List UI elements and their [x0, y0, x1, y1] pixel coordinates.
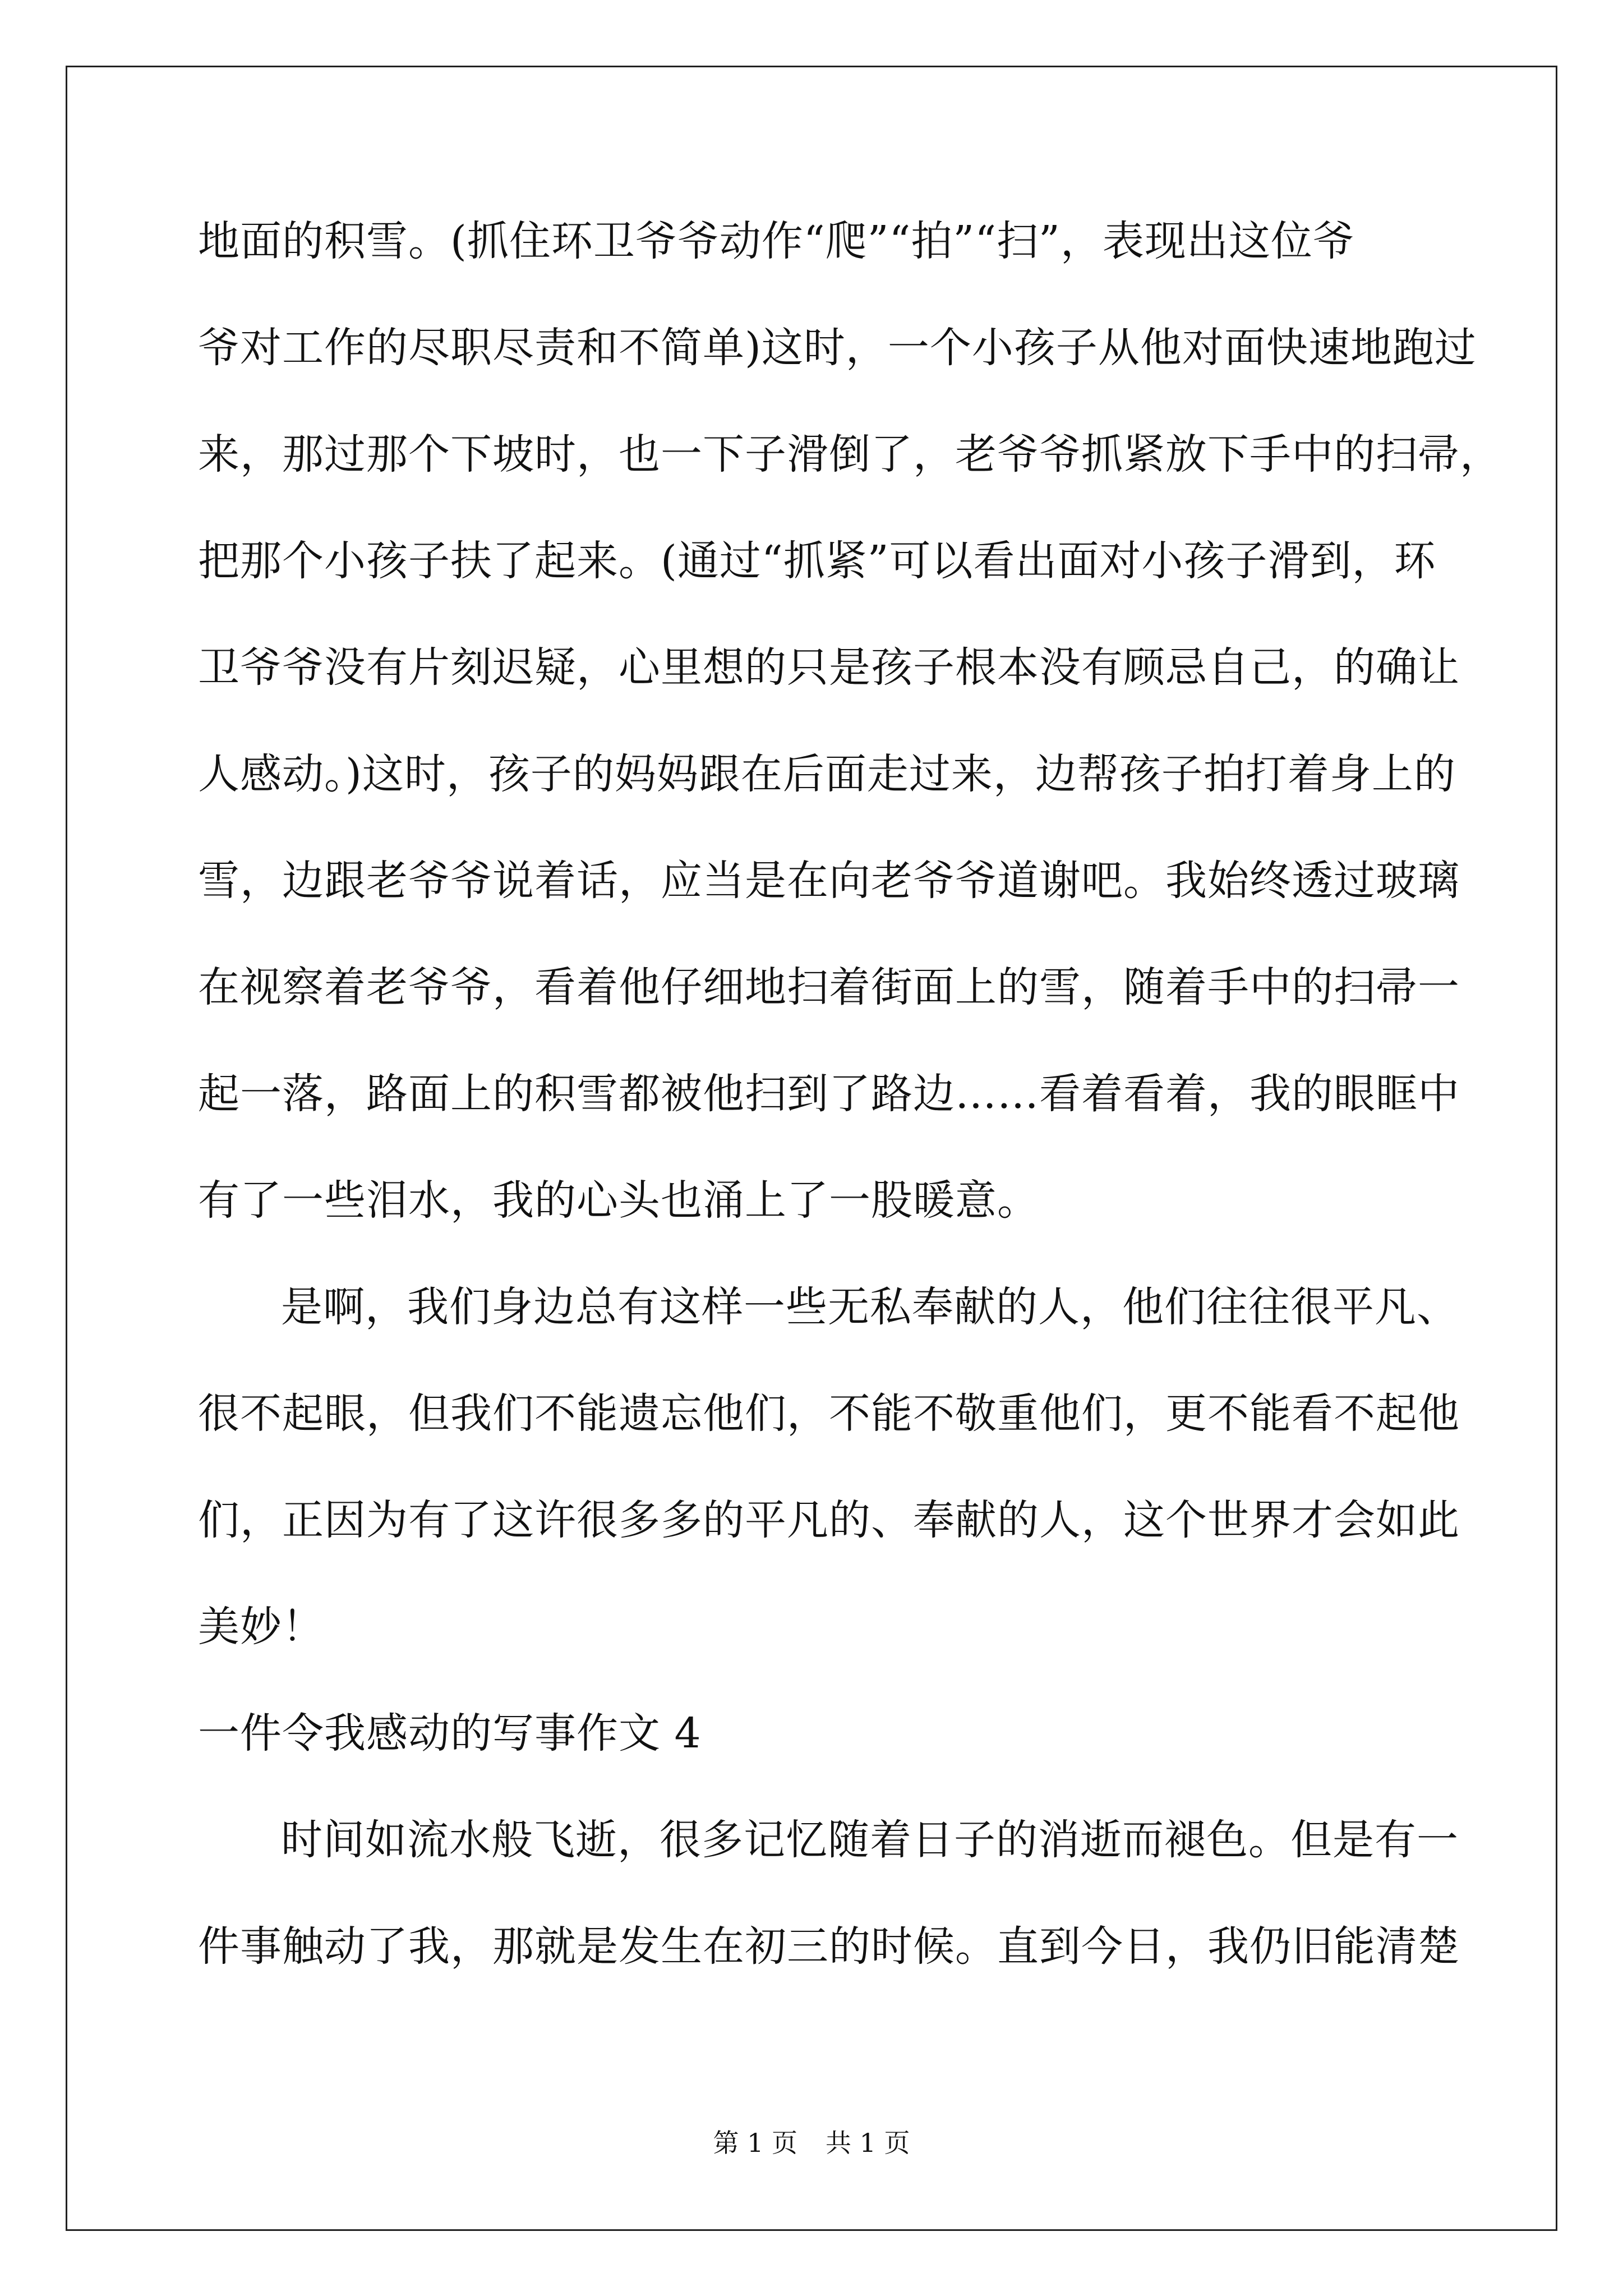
- text-line: 卫爷爷没有片刻迟疑，心里想的只是孩子根本没有顾忌自己，的确让: [198, 643, 1460, 692]
- paragraph-start-line: 是啊，我们身边总有这样一些无私奉献的人，他们往往很平凡、: [281, 1283, 1459, 1331]
- text-line: 在视察着老爷爷，看着他仔细地扫着街面上的雪，随着手中的扫帚一: [198, 963, 1460, 1011]
- text-line: 美妙！: [198, 1603, 324, 1651]
- document-body: [198, 208, 1502, 2019]
- paragraph-start-line: 时间如流水般飞逝，很多记忆随着日子的消逝而褪色。但是有一: [281, 1816, 1459, 1864]
- section-heading: 一件令我感动的写事作文 4: [198, 1709, 702, 1757]
- text-line: 件事触动了我，那就是发生在初三的时候。直到今日，我仍旧能清楚: [198, 1922, 1460, 1971]
- text-line: 把那个小孩子扶了起来。(通过“抓紧”可以看出面对小孩子滑到，环: [198, 537, 1436, 585]
- text-line: 很不起眼，但我们不能遗忘他们，不能不敬重他们，更不能看不起他: [198, 1389, 1460, 1438]
- text-line: 地面的积雪。(抓住环卫爷爷动作“爬”“拍”“扫”，表现出这位爷: [198, 217, 1355, 265]
- text-line: 雪，边跟老爷爷说着话，应当是在向老爷爷道谢吧。我始终透过玻璃: [198, 857, 1460, 905]
- text-line: 有了一些泪水，我的心头也涌上了一股暖意。: [198, 1176, 1039, 1225]
- text-line: 人感动。)这时，孩子的妈妈跟在后面走过来，边帮孩子拍打着身上的: [198, 750, 1456, 798]
- page-number: 第 1 页: [713, 2128, 797, 2158]
- text-line: 们，正因为有了这许很多多的平凡的、奉献的人，这个世界才会如此: [198, 1496, 1460, 1544]
- text-line: 起一落，路面上的积雪都被他扫到了路边……看着看着，我的眼眶中: [198, 1070, 1460, 1118]
- text-line: 来，那过那个下坡时，也一下子滑倒了，老爷爷抓紧放下手中的扫帚，: [198, 430, 1502, 478]
- page-footer: [0, 2126, 1623, 2160]
- text-line: 爷对工作的尽职尽责和不简单)这时，一个小孩子从他对面快速地跑过: [198, 324, 1477, 372]
- page-total: 共 1 页: [826, 2128, 910, 2158]
